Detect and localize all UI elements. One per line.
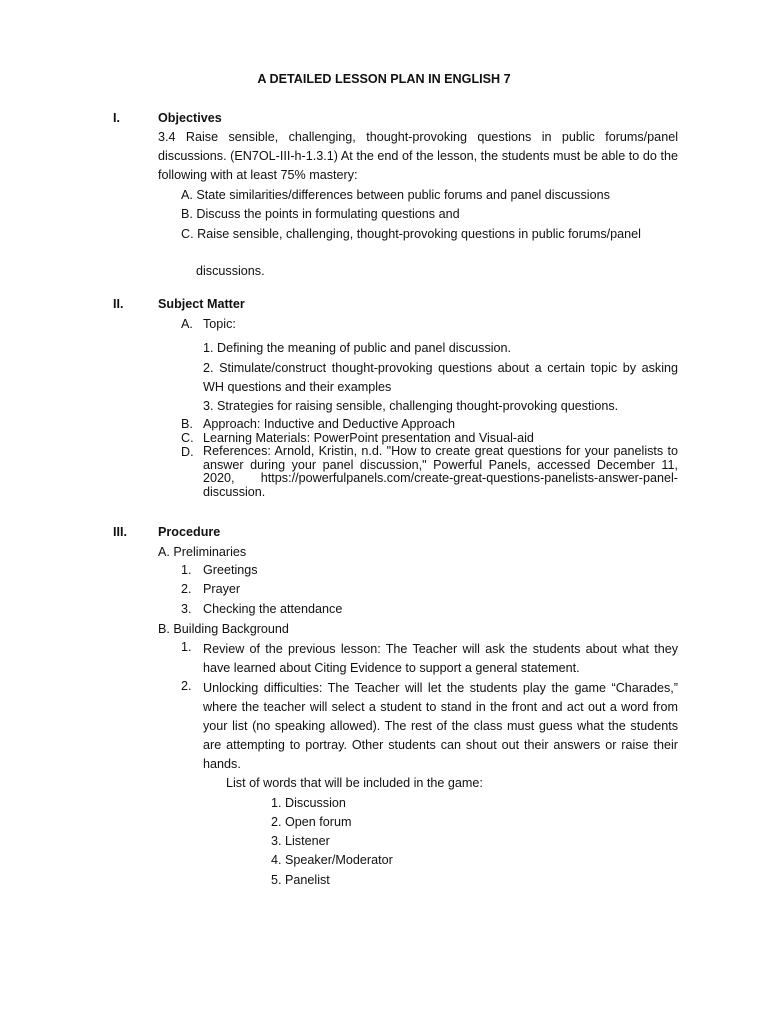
building-item-2-text: Unlocking difficulties: The Teacher will let the students play the game “Charades,” where the teacher will select a student to stand in the front and act out a word from your list (no speaking allowed). The rest of the class must guess what the students are attempting to portray. Other students can shout out their answers or raise their hands. — [203, 681, 678, 771]
building-item-2-num: 2. — [181, 679, 192, 693]
word-list-item: 1. Discussion — [271, 796, 346, 810]
word-list-intro: List of words that will be included in the game: — [226, 776, 483, 790]
word-list-item: 4. Speaker/Moderator — [271, 853, 393, 867]
subject-item-d-label: D. — [181, 445, 194, 459]
objective-item-b: B. Discuss the points in formulating questions and — [181, 207, 460, 221]
objective-item-c: C. Raise sensible, challenging, thought-provoking questions in public forums/panel — [181, 227, 641, 241]
document-title: A DETAILED LESSON PLAN IN ENGLISH 7 — [257, 72, 511, 86]
topic-item-2: 2. Stimulate/construct thought-provoking questions about a certain topic by asking WH questions and their examples — [203, 361, 678, 394]
word-list-item: 2. Open forum — [271, 815, 352, 829]
building-item-1-num: 1. — [181, 640, 192, 654]
subject-item-b-label: B. — [181, 417, 193, 431]
prelim-item-2-text: Prayer — [203, 582, 241, 596]
topic-item-3: 3. Strategies for raising sensible, challenging thought-provoking questions. — [203, 399, 619, 413]
section-number-procedure: III. — [113, 525, 127, 539]
building-item-1-text: Review of the previous lesson: The Teacher will ask the students about what they have learned about Citing Evidence to support a general statement. — [203, 642, 678, 675]
objectives-intro: 3.4 Raise sensible, challenging, thought-provoking questions in public forums/panel discussions. (EN7OL-III-h-1.3.1) At the end of the lesson, the students must be able to do the following with at least 75% mastery: — [158, 130, 678, 182]
topic-item-1: 1. Defining the meaning of public and panel discussion. — [203, 341, 512, 355]
section-number-objectives: I. — [113, 111, 120, 125]
section-number-subject-matter: II. — [113, 297, 124, 311]
prelim-item-3-text: Checking the attendance — [203, 602, 343, 616]
subject-item-c-text: Learning Materials: PowerPoint presentation and Visual-aid — [203, 431, 534, 445]
objective-item-a: A. State similarities/differences between public forums and panel discussions — [181, 188, 610, 202]
objective-item-c-tail: discussions. — [196, 264, 265, 278]
prelim-item-2-num: 2. — [181, 582, 192, 596]
section-title-objectives: Objectives — [158, 111, 222, 125]
section-title-subject-matter: Subject Matter — [158, 297, 245, 311]
subject-item-b-text: Approach: Inductive and Deductive Approach — [203, 417, 456, 431]
prelim-item-1-num: 1. — [181, 563, 192, 577]
topic-heading: Topic: — [203, 317, 236, 331]
building-background-heading: B. Building Background — [158, 622, 289, 636]
topic-label: A. — [181, 317, 193, 331]
subject-item-c-label: C. — [181, 431, 194, 445]
preliminaries-heading: A. Preliminaries — [158, 545, 247, 559]
word-list-item: 5. Panelist — [271, 873, 330, 887]
prelim-item-1-text: Greetings — [203, 563, 258, 577]
section-title-procedure: Procedure — [158, 525, 221, 539]
word-list-item: 3. Listener — [271, 834, 330, 848]
subject-item-d-text: References: Arnold, Kristin, n.d. "How to create great questions for your panelists to answer during your panel discussion," Powerful Panels, accessed December 11, 2020, https://powerfulpanels.com/create-great-questions-panelists-answer-panel- discussion. — [203, 444, 678, 499]
prelim-item-3-num: 3. — [181, 602, 192, 616]
